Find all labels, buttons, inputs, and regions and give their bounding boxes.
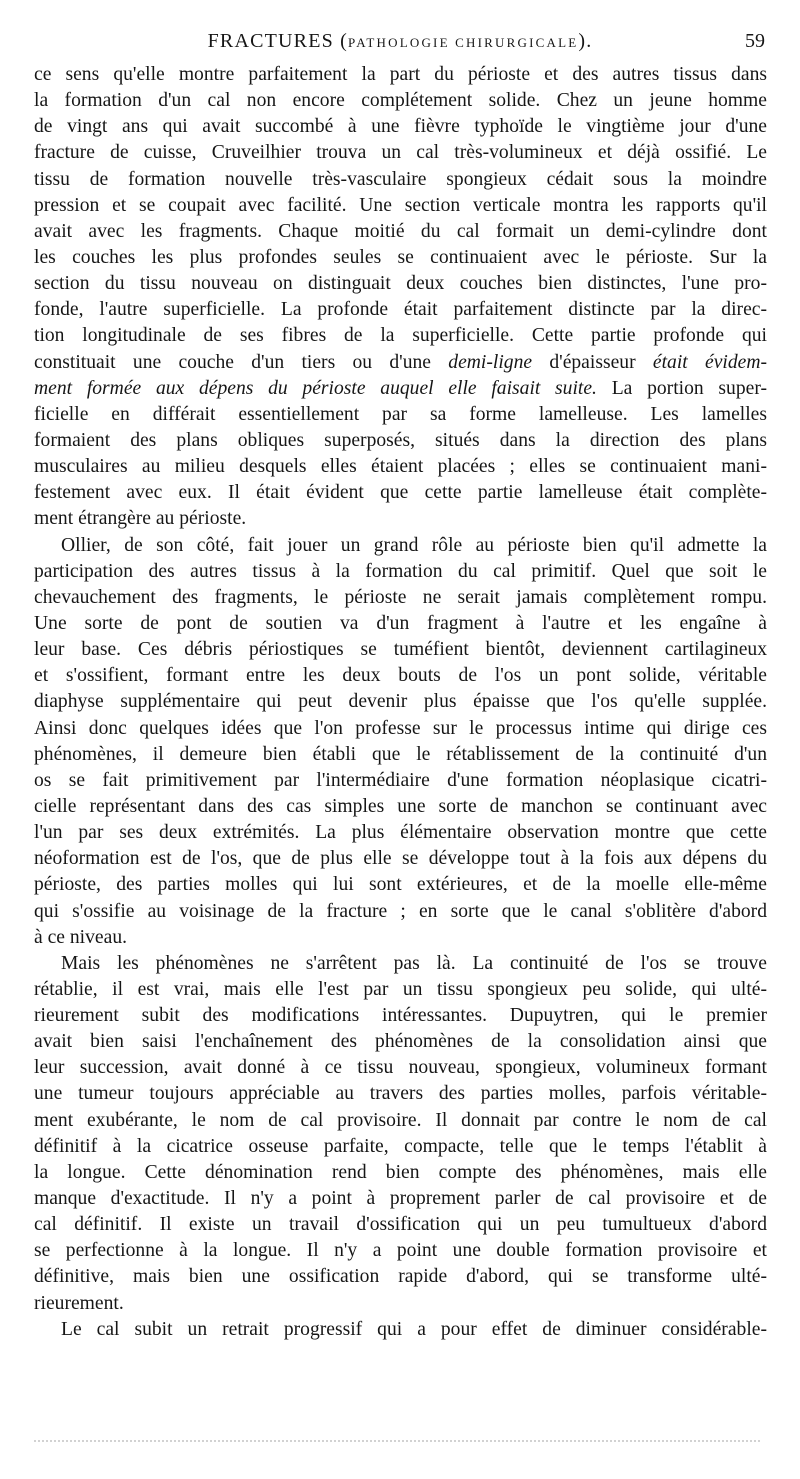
text-line xyxy=(34,140,767,166)
text-line xyxy=(34,872,767,898)
text-line xyxy=(34,977,767,1003)
text-line xyxy=(34,323,767,349)
text-line xyxy=(34,167,767,193)
text-line xyxy=(34,88,767,114)
line-text: fracture de cuisse, Cruveilhier trouva un cal très-volumineux et déjà ossifié. Le xyxy=(34,142,767,164)
text-line xyxy=(34,1186,767,1212)
line-text: pression et se coupait avec facilité. Une section verticale montra les rapports qu'il xyxy=(34,194,767,216)
text-line xyxy=(34,506,767,532)
line-text: qui s'ossifie au voisinage de la fracture ; en sorte que le canal s'oblitère d'abord xyxy=(34,900,767,922)
text-line xyxy=(34,820,767,846)
line-text: et s'ossifient, formant entre les deux bouts de l'os un pont solide, véritable xyxy=(34,665,767,687)
line-text: tissu de formation nouvelle très-vasculaire spongieux cédait sous la moindre xyxy=(34,168,767,190)
text-line xyxy=(34,376,767,402)
text-line xyxy=(34,1055,767,1081)
text-line xyxy=(34,611,767,637)
line-text: avait avec les fragments. Chaque moitié du cal formait un demi-cylindre dont xyxy=(34,220,767,242)
line-text: périoste, des parties molles qui lui sont extérieures, et de la moelle elle-même xyxy=(34,874,767,896)
running-title-close: ). xyxy=(578,30,593,52)
text-line xyxy=(34,454,767,480)
line-text: définitif à la cicatrice osseuse parfaite, compacte, telle que le temps l'établit à xyxy=(34,1135,767,1157)
line-text: os se fait primitivement par l'intermédiaire d'une formation néoplasique cicatri- xyxy=(34,769,767,791)
line-text: à ce niveau. xyxy=(34,926,128,948)
text-line xyxy=(34,1264,767,1290)
text-line xyxy=(34,193,767,219)
running-header xyxy=(35,30,765,56)
line-text: tion longitudinale de ses fibres de la superficielle. Cette partie profonde qui xyxy=(34,325,767,347)
line-text: rieurement subit des modifications intéressantes. Dupuytren, qui le premier xyxy=(34,1005,767,1027)
running-title-main: FRACTURES ( xyxy=(207,30,349,52)
line-text: néoformation est de l'os, que de plus elle se développe tout à la fois aux dépens du xyxy=(34,848,767,870)
running-title-subtitle: PATHOLOGIE CHIRURGICALE xyxy=(348,35,579,50)
line-text: de vingt ans qui avait succombé à une fièvre typhoïde le vingtième jour d'une xyxy=(34,116,767,138)
text-line xyxy=(34,533,767,559)
text-line xyxy=(34,951,767,977)
line-text: ce sens qu'elle montre parfaitement la part du périoste et des autres tissus dans xyxy=(34,64,767,85)
italic-text: était évidem- xyxy=(652,351,767,373)
line-text: fonde, l'autre superficielle. La profonde était parfaitement distincte par la direc- xyxy=(34,299,767,321)
line-text: ficielle en différait essentiellement par sa forme lamelleuse. Les lamelles xyxy=(34,403,767,425)
text-line xyxy=(34,1317,767,1343)
line-text: rieurement. xyxy=(34,1292,124,1314)
text-line xyxy=(34,716,767,742)
text-line xyxy=(34,1160,767,1186)
page-number: 59 xyxy=(745,30,765,52)
line-text: Ainsi donc quelques idées que l'on professe sur le processus intime qui dirige ces xyxy=(34,717,767,739)
line-text: d'épaisseur xyxy=(532,351,653,373)
line-text: constituait une couche d'un tiers ou d'une xyxy=(34,351,449,373)
line-text: participation des autres tissus à la formation du cal primitif. Quel que soit le xyxy=(34,560,767,582)
text-line xyxy=(34,1081,767,1107)
line-text: ment exubérante, le nom de cal provisoire. Il donnait par contre le nom de cal xyxy=(34,1109,767,1131)
text-line xyxy=(34,1238,767,1264)
line-text: l'un par ses deux extrémités. La plus élémentaire observation montre que cette xyxy=(34,822,767,844)
text-line xyxy=(34,1212,767,1238)
text-line xyxy=(34,1108,767,1134)
footer-rule xyxy=(34,1440,760,1444)
line-text: se perfectionne à la longue. Il n'y a point une double formation provisoire et xyxy=(34,1240,767,1262)
italic-text: demi-ligne xyxy=(448,351,533,373)
text-line xyxy=(34,402,767,428)
text-line xyxy=(34,297,767,323)
text-line xyxy=(34,271,767,297)
line-text: diaphyse supplémentaire qui peut devenir plus épaisse que l'os qu'elle supplée. xyxy=(34,691,767,713)
text-line xyxy=(34,62,767,88)
line-text: phénomènes, il demeure bien établi que le rétablissement de la continuité d'un xyxy=(34,743,767,765)
body-text xyxy=(34,62,767,1343)
text-line xyxy=(34,480,767,506)
text-line xyxy=(34,350,767,376)
line-text: la longue. Cette dénomination rend bien compte des phénomènes, mais elle xyxy=(34,1161,767,1183)
line-text: définitive, mais bien une ossification rapide d'abord, qui se transforme ulté- xyxy=(34,1266,767,1288)
text-line xyxy=(34,1003,767,1029)
line-text: manque d'exactitude. Il n'y a point à proprement parler de cal provisoire et de xyxy=(34,1188,767,1210)
line-text: ment étrangère au périoste. xyxy=(34,508,247,530)
line-text: leur succession, avait donné à ce tissu nouveau, spongieux, volumineux formant xyxy=(34,1057,767,1079)
line-text: musculaires au milieu desquels elles étaient placées ; elles se continuaient mani- xyxy=(34,456,767,478)
line-text: Mais les phénomènes ne s'arrêtent pas là. La continuité de l'os se trouve xyxy=(61,952,767,974)
line-text: la formation d'un cal non encore complétement solide. Chez un jeune homme xyxy=(34,90,767,112)
text-line xyxy=(34,428,767,454)
italic-text: ment formée aux dépens du périoste auquel elle faisait suite. xyxy=(34,377,597,399)
text-line xyxy=(34,1029,767,1055)
line-text: festement avec eux. Il était évident que cette partie lamelleuse était complète- xyxy=(34,482,767,504)
line-text: une tumeur toujours appréciable au travers des parties molles, parfois véritable- xyxy=(34,1083,767,1105)
text-line xyxy=(34,768,767,794)
running-title xyxy=(35,30,765,53)
line-text: cal définitif. Il existe un travail d'ossification qui un peu tumultueux d'abord xyxy=(34,1214,767,1236)
text-line xyxy=(34,899,767,925)
line-text: Une sorte de pont de soutien va d'un fragment à l'autre et les engaîne à xyxy=(34,612,767,634)
line-text: rétablie, il est vrai, mais elle l'est par un tissu spongieux peu solide, qui ulté- xyxy=(34,978,767,1000)
text-line xyxy=(34,794,767,820)
line-text: chevauchement des fragments, le périoste ne serait jamais complètement rompu. xyxy=(34,586,767,608)
line-text: avait bien saisi l'enchaînement des phénomènes de la consolidation ainsi que xyxy=(34,1031,767,1053)
line-text: Le cal subit un retrait progressif qui a pour effet de diminuer considérable- xyxy=(61,1318,767,1340)
text-line xyxy=(34,637,767,663)
text-line xyxy=(34,846,767,872)
text-line xyxy=(34,559,767,585)
text-line xyxy=(34,1291,767,1317)
text-line xyxy=(34,114,767,140)
line-text: La portion super- xyxy=(596,377,767,399)
text-line xyxy=(34,585,767,611)
line-text: les couches les plus profondes seules se continuaient avec le périoste. Sur la xyxy=(34,246,767,268)
line-text: cielle représentant dans des cas simples une sorte de manchon se continuant avec xyxy=(34,795,767,817)
text-line xyxy=(34,925,767,951)
line-text: formaient des plans obliques superposés, situés dans la direction des plans xyxy=(34,429,767,451)
line-text: section du tissu nouveau on distinguait deux couches bien distinctes, l'une pro- xyxy=(34,273,767,295)
line-text: Ollier, de son côté, fait jouer un grand rôle au périoste bien qu'il admette la xyxy=(61,534,767,556)
text-line xyxy=(34,663,767,689)
text-line xyxy=(34,245,767,271)
text-line xyxy=(34,742,767,768)
text-line xyxy=(34,689,767,715)
line-text: leur base. Ces débris périostiques se tuméfient bientôt, deviennent cartilagineux xyxy=(34,639,767,661)
text-line xyxy=(34,1134,767,1160)
text-line xyxy=(34,219,767,245)
